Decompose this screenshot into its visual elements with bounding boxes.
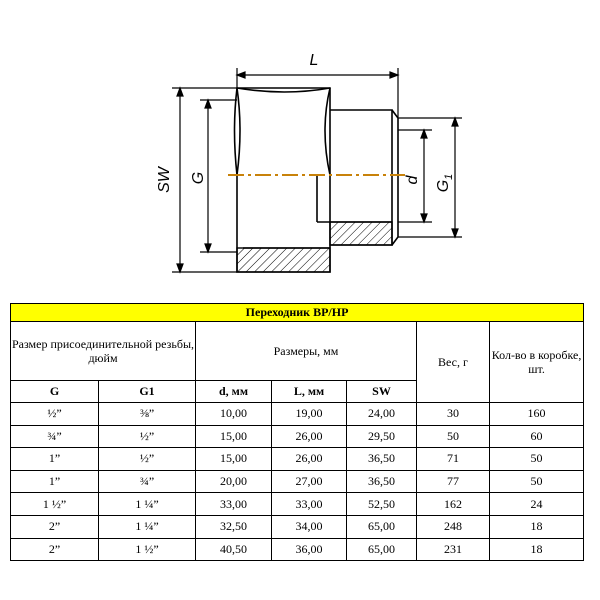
- cell-l: 34,00: [272, 515, 347, 538]
- cell-g: ¾”: [11, 425, 99, 448]
- dimension-l-label: L: [309, 52, 319, 69]
- cell-l: 33,00: [272, 493, 347, 516]
- cell-qty: 160: [490, 403, 584, 426]
- cell-weight: 50: [417, 425, 490, 448]
- cell-qty: 24: [490, 493, 584, 516]
- cell-g1: 1 ¼”: [99, 515, 196, 538]
- table-row: [11, 493, 584, 516]
- cell-sw: 36,50: [347, 470, 417, 493]
- col-g1-header: G1: [99, 381, 196, 403]
- thread-size-header: Размер присоединительной резьбы, дюйм: [11, 322, 196, 381]
- cell-weight: 77: [417, 470, 490, 493]
- dimension-d-label: d: [404, 175, 421, 185]
- cell-l: 26,00: [272, 425, 347, 448]
- weight-header: Вес, г: [417, 322, 490, 403]
- cell-d: 15,00: [196, 448, 272, 471]
- cell-d: 33,00: [196, 493, 272, 516]
- cell-d: 32,50: [196, 515, 272, 538]
- cell-g: ½”: [11, 403, 99, 426]
- cell-sw: 52,50: [347, 493, 417, 516]
- cell-sw: 36,50: [347, 448, 417, 471]
- cell-g: 2”: [11, 515, 99, 538]
- cell-g: 1”: [11, 448, 99, 471]
- dimensions-header: Размеры, мм: [196, 322, 417, 381]
- cell-g: 1”: [11, 470, 99, 493]
- qty-header: Кол-во в коробке, шт.: [490, 322, 584, 403]
- cell-qty: 18: [490, 538, 584, 561]
- cell-weight: 231: [417, 538, 490, 561]
- cell-g: 1 ½”: [11, 493, 99, 516]
- cell-l: 27,00: [272, 470, 347, 493]
- table-row: [11, 425, 584, 448]
- cell-sw: 65,00: [347, 515, 417, 538]
- cell-l: 26,00: [272, 448, 347, 471]
- adapter-spec-table: [10, 303, 584, 561]
- cell-g1: ¾”: [99, 470, 196, 493]
- cell-qty: 18: [490, 515, 584, 538]
- cell-d: 10,00: [196, 403, 272, 426]
- table-row: [11, 538, 584, 561]
- cell-qty: 60: [490, 425, 584, 448]
- col-l-header: L, мм: [272, 381, 347, 403]
- cell-qty: 50: [490, 448, 584, 471]
- cell-sw: 65,00: [347, 538, 417, 561]
- cell-l: 36,00: [272, 538, 347, 561]
- cell-weight: 248: [417, 515, 490, 538]
- table-row: [11, 515, 584, 538]
- adapter-drawing: [0, 0, 600, 290]
- col-g-header: G: [11, 381, 99, 403]
- col-d-header: d, мм: [196, 381, 272, 403]
- table-row: [11, 448, 584, 471]
- cell-g1: 1 ½”: [99, 538, 196, 561]
- dimension-g-label: G: [190, 171, 207, 185]
- cell-d: 20,00: [196, 470, 272, 493]
- cell-sw: 24,00: [347, 403, 417, 426]
- cell-g1: 1 ¼”: [99, 493, 196, 516]
- dimension-g1-label: $G_1$: [435, 173, 455, 193]
- table-row: [11, 403, 584, 426]
- cell-weight: 71: [417, 448, 490, 471]
- table-title: Переходник ВР/НР: [11, 304, 584, 322]
- cell-d: 40,50: [196, 538, 272, 561]
- cell-weight: 30: [417, 403, 490, 426]
- cell-qty: 50: [490, 470, 584, 493]
- cell-weight: 162: [417, 493, 490, 516]
- cell-g1: ½”: [99, 425, 196, 448]
- table-row: [11, 470, 584, 493]
- cell-g1: ½”: [99, 448, 196, 471]
- section-hatching: [237, 222, 392, 272]
- col-sw-header: SW: [347, 381, 417, 403]
- cell-sw: 29,50: [347, 425, 417, 448]
- dimension-sw-label: SW: [156, 167, 173, 193]
- cell-g1: ⅜”: [99, 403, 196, 426]
- cell-g: 2”: [11, 538, 99, 561]
- cell-l: 19,00: [272, 403, 347, 426]
- cell-d: 15,00: [196, 425, 272, 448]
